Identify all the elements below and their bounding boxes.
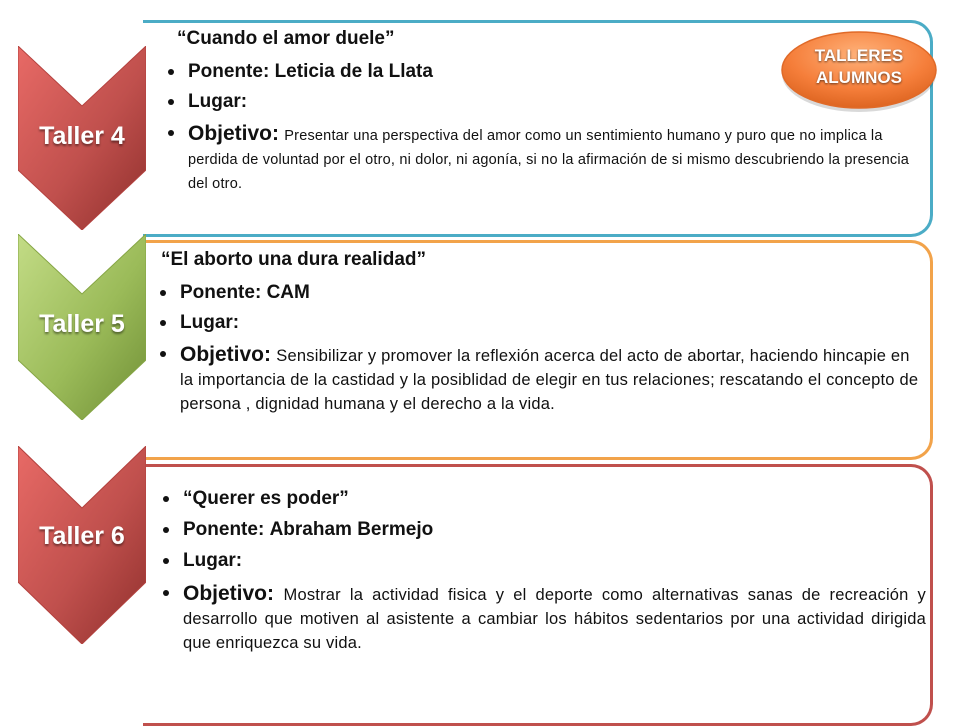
- taller-5-objetivo: Objetivo: Sensibilizar y promover la reflexión acerca del acto de abortar, haciendo hincapie en la importancia de la castidad y la posiblidad de elegir en tus relaciones; rescatando el concepto de persona , dignidad humana y el derecho a la vida.: [157, 342, 927, 416]
- badge-line-1: TALLERES: [814, 46, 904, 65]
- taller-4-chevron: [18, 46, 146, 230]
- badge-line-2: ALUMNOS: [816, 68, 902, 87]
- taller-6-title-item: [160, 487, 926, 510]
- taller-6-label: Taller 6: [39, 522, 125, 550]
- taller-5-ponente: Ponente: CAM: [157, 281, 927, 304]
- taller-5-lugar: Lugar:: [157, 311, 927, 334]
- taller-4-ponente: Ponente: Leticia de la Llata: [165, 60, 932, 83]
- taller-6-objetivo-text: Mostrar la actividad fisica y el deporte como alternativas sanas de recreación y desarrollo que motiven al asistente a cambiar los hábitos sedentarios por una actividad dirigida que enriquezca su vida.: [183, 585, 927, 652]
- taller-4-objetivo: Objetivo: Presentar una perspectiva del amor como un sentimiento humano y puro que no implica la perdida de voluntad por el otro, ni dolor, ni agonía, si no la afirmación de si mismo descubriendo la presencia del otro.: [165, 121, 932, 195]
- taller-4-title: “Cuando el amor duele”: [177, 28, 395, 49]
- taller-4-lugar: Lugar:: [165, 90, 932, 113]
- taller-6-content: [160, 487, 926, 663]
- taller-6-objetivo: Objetivo: Mostrar la actividad fisica y el deporte como alternativas sanas de recreación y desarrollo que motiven al asistente a cambiar los hábitos sedentarios por una actividad dirigida que enriquezca su vida.: [160, 581, 926, 655]
- taller-4-objetivo-text: Presentar una perspectiva del amor como un sentimiento humano y puro que no implica la perdida de voluntad por el otro, ni dolor, ni agonía, si no la afirmación de si mismo descubriendo la presencia del otro.: [188, 127, 910, 192]
- taller-6-title: “Querer es poder”: [183, 488, 349, 509]
- taller-5-content: [157, 248, 927, 423]
- talleres-alumnos-badge[interactable]: [778, 26, 940, 116]
- taller-5-title: “El aborto una dura realidad”: [161, 249, 426, 270]
- taller-4-ponente-value: Leticia de la Llata: [274, 61, 433, 83]
- taller-6-ponente-value: Abraham Bermejo: [269, 519, 434, 541]
- taller-5-ponente-value: CAM: [266, 282, 310, 304]
- taller-4-label: Taller 4: [39, 122, 125, 150]
- taller-5-chevron: [18, 234, 146, 420]
- taller-6-ponente: Ponente: Abraham Bermejo: [160, 518, 926, 541]
- taller-6-lugar: Lugar:: [160, 549, 926, 572]
- taller-6-chevron: [18, 446, 146, 644]
- taller-5-label: Taller 5: [39, 310, 125, 338]
- taller-5-objetivo-text: Sensibilizar y promover la reflexión acerca del acto de abortar, haciendo hincapie en la importancia de la castidad y la posiblidad de elegir en tus relaciones; rescatando el concepto de persona , dignidad humana y el derecho a la vida.: [180, 346, 919, 413]
